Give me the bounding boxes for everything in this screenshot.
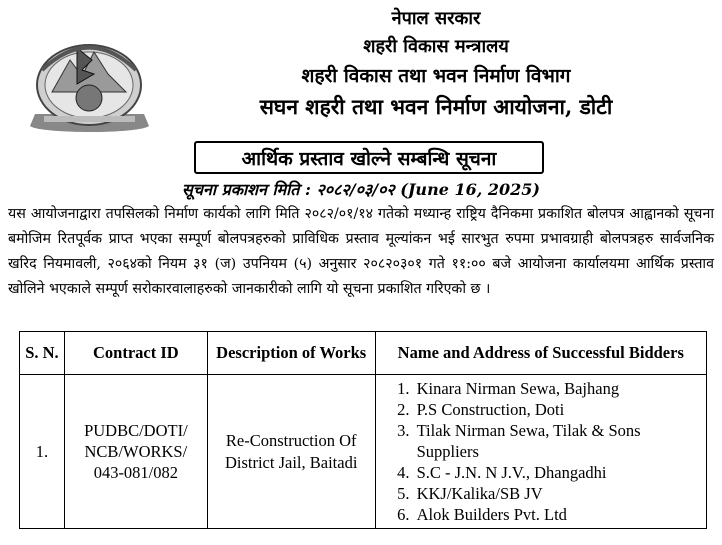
cell-sn: 1. bbox=[20, 375, 65, 529]
ministry-name: शहरी विकास मन्त्रालय bbox=[363, 36, 509, 57]
cell-bidders bbox=[375, 375, 706, 529]
publication-date: सूचना प्रकाशन मिति : २०८२/०३/०२ (June 16, 2025) bbox=[182, 180, 540, 199]
list-item: 1. Kinara Nirman Sewa, Bajhang bbox=[414, 378, 702, 399]
list-item: 2. P.S Construction, Doti bbox=[414, 399, 702, 420]
cell-description: Re-Construction Of District Jail, Baitadi bbox=[207, 375, 375, 529]
government-name: नेपाल सरकार bbox=[391, 8, 481, 29]
header-bidders: Name and Address of Successful Bidders bbox=[375, 332, 706, 375]
cell-contract-id: PUDBC/DOTI/ NCB/WORKS/ 043-081/082 bbox=[64, 375, 207, 529]
table-row bbox=[20, 375, 707, 529]
list-item: 4. S.C - J.N. N J.V., Dhangadhi bbox=[414, 462, 702, 483]
bidders-table bbox=[19, 331, 707, 529]
header-sn: S. N. bbox=[20, 332, 65, 375]
list-item: 6. Alok Builders Pvt. Ltd bbox=[414, 504, 702, 525]
government-emblem bbox=[22, 30, 157, 135]
notice-body bbox=[8, 202, 714, 302]
header-description: Description of Works bbox=[207, 332, 375, 375]
project-name: सघन शहरी तथा भवन निर्माण आयोजना, डोटी bbox=[259, 94, 613, 119]
notice-title: आर्थिक प्रस्ताव खोल्ने सम्बन्धि सूचना bbox=[194, 141, 544, 174]
notice-body-text: यस आयोजनाद्वारा तपसिलको निर्माण कार्यको लागि मिति २०८२/०१/१४ गतेको मध्यान्ह राष्ट्रिय दैनिकमा प्रकाशित बोलपत्र आह्वानको सूचना बमोजिम रितपूर्वक प्राप्त भएका सम्पूर्ण बोलपत्रहरुको प्राविधिक प्रस्ताव मूल्यांकन भई सारभुत रुपमा प्रभावग्राही बोलपत्रहरु सार्वजनिक खरिद नियमावली, २०६४को नियम ३१ (ज) उपनियम (५) अनुसार २०८२०३०१ गते ११:०० बजे आयोजना कार्यालयमा आर्थिक प्रस्ताव खोलिने भएकाले सम्पूर्ण सरोकारवालाहरुको जानकारीको लागि यो सूचना प्रकाशित गरिएको छ । bbox=[8, 206, 714, 297]
list-item: 5. KKJ/Kalika/SB JV bbox=[414, 483, 702, 504]
list-item: 3. Tilak Nirman Sewa, Tilak & Sons Suppliers bbox=[414, 420, 702, 462]
header-contract-id: Contract ID bbox=[64, 332, 207, 375]
table-header-row bbox=[20, 332, 707, 375]
bidders-list bbox=[380, 378, 702, 525]
department-name: शहरी विकास तथा भवन निर्माण विभाग bbox=[301, 65, 571, 87]
